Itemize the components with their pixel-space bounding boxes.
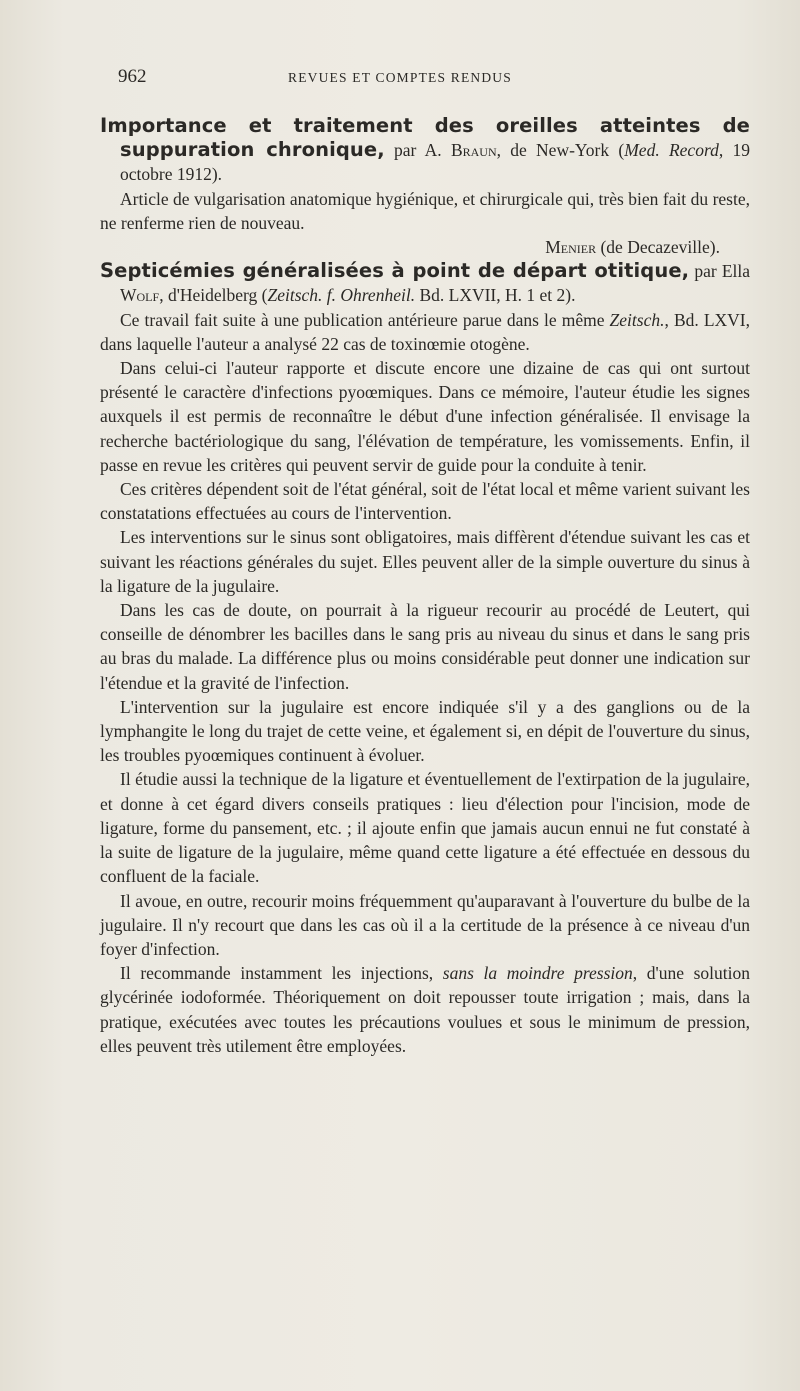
article-2-paragraph: Dans celui-ci l'auteur rapporte et discute encore une dizaine de cas qui ont surtout présenté le caractère d'infections pyoœmiques. Dans ce mémoire, l'auteur étudie les signes auxquels il est permis de reconnaître le début d'une infection généralisée. Il envisage la recherche bactériologique du sang, l'élévation de température, les vomissements. Enfin, il passe en revue les critères qui peuvent servir de guide pour la conduite à tenir. (100, 358, 750, 475)
article-2-paragraph: Il avoue, en outre, recourir moins fréquemment qu'auparavant à l'ouverture du bulbe de la jugulaire. Il n'y recourt que dans les cas où il a la certitude de la présence à ce niveau d'un foyer d'infection. (100, 890, 750, 959)
article-1-heading (100, 114, 750, 187)
article-2-by: par Ella (689, 261, 750, 282)
article-1-by: par A. (384, 140, 451, 161)
article-1-paragraph: Article de vulgarisation anatomique hygiénique, et chirurgicale qui, très bien fait du reste, ne renferme rien de nouveau. (100, 188, 750, 233)
article-2-paragraph: Dans les cas de doute, on pourrait à la rigueur recourir au procédé de Leutert, qui conseille de dénombrer les bacilles dans le sang pris au niveau du sinus et dans le sang pris au bras du malade. La différence plus ou moins considérable peut donner une indication sur l'étendue et la gravité de l'infection. (100, 600, 750, 693)
article-2-author: Wolf (120, 285, 160, 306)
article-2-paragraph: Ces critères dépendent soit de l'état général, soit de l'état local et même varient suivant les constatations effectuées au cours de l'intervention. (100, 479, 750, 524)
reviewer-place: (de Decazeville). (596, 237, 720, 258)
paragraph-emphasis: sans la moindre pression (442, 963, 633, 984)
article-1-title: Importance et traitement des oreilles atteintes de suppuration chronique, (100, 114, 750, 162)
page-header (118, 66, 750, 92)
article-2-volume: Bd. LXVII, H. 1 et 2). (415, 285, 576, 306)
article-2-paragraph: Les interventions sur le sinus sont obligatoires, mais diffèrent d'étendue suivant les cas et suivant les réactions générales du sujet. Elles peuvent aller de la simple ouverture du sinus à la ligature de la jugulaire. (100, 527, 750, 596)
running-title: REVUES ET COMPTES RENDUS (288, 70, 512, 85)
paragraph-text: , d'une solution glycérinée iodoformée. Théoriquement on doit repousser toute irrigation ; mais, dans la pratique, exécutées avec toutes les précautions voulues et sous le minimum de pression, elles peuvent très utilement être employées. (100, 963, 751, 1056)
article-2-paragraph: L'intervention sur la jugulaire est encore indiquée s'il y a des ganglions ou de la lymphangite le long du trajet de cette veine, et également si, en dépit de l'ouverture du sinus, les troubles pyoœmiques continuent à évoluer. (100, 696, 750, 766)
article-2-title: Septicémies généralisées à point de départ otitique, (100, 259, 690, 283)
paragraph-text: , Bd. LXVI, dans laquelle l'auteur a analysé 22 cas de toxinœmie otogène. (100, 309, 750, 354)
article-2-paragraph (100, 308, 750, 356)
article-1-journal: Med. Record (624, 140, 719, 161)
paragraph-text: Ce travail fait suite à une publication antérieure parue dans le même (120, 309, 610, 330)
article-2-paragraph (100, 961, 750, 1058)
reviewer-name: Menier (545, 237, 597, 258)
article-2-heading (100, 259, 750, 307)
paragraph-journal: Zeitsch. (609, 309, 665, 330)
article-2-paragraph: Il étudie aussi la technique de la ligature et éventuellement de l'extirpation de la jugulaire, et donne à cet égard divers conseils pratiques : lieu d'élection pour l'incision, mode de ligature, forme du pansement, etc. ; il ajoute enfin que jamais aucun ennui ne fut constaté à la suite de ligature de la jugulaire, même quand cette ligature a été effectuée en dessous du confluent de la faciale. (100, 769, 750, 887)
article-2-journal: Zeitsch. f. Ohrenheil. (267, 285, 416, 306)
article-1-signature (100, 235, 750, 259)
page-number: 962 (118, 66, 147, 87)
article-1-affiliation: , de New-York ( (496, 140, 625, 161)
page-content (100, 114, 750, 1058)
article-2-affiliation: , d'Heidelberg ( (159, 285, 268, 306)
article-1-author: Braun (450, 140, 497, 161)
article-1-date: , 19 octobre 1912). (120, 140, 750, 185)
paragraph-text: Il recommande instamment les injections, (120, 963, 443, 984)
